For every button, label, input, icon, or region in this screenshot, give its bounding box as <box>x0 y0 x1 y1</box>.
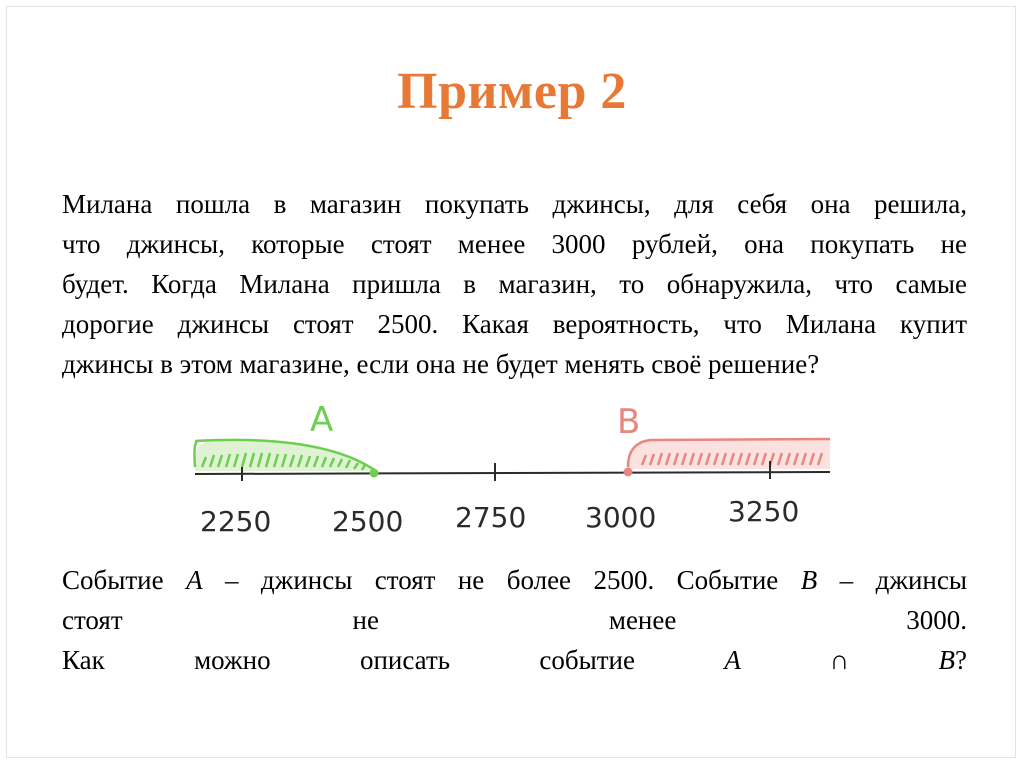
point-3000 <box>624 468 633 477</box>
tick-label: 2750 <box>455 501 527 534</box>
tick-label: 2500 <box>332 505 404 538</box>
problem-line: дорогие джинсы стоят 2500. Какая вероятность, что Милана купит <box>62 309 967 339</box>
page-title: Пример 2 <box>397 63 627 120</box>
event-a-region <box>194 440 376 471</box>
axis-line <box>195 472 830 474</box>
intersection-expression: A ∩ B <box>724 645 956 675</box>
number-line-figure <box>180 395 845 555</box>
tick-label: 3250 <box>728 495 800 528</box>
event-a-label: A <box>310 400 334 440</box>
event-description <box>62 560 967 680</box>
event-line-3: Как можно описать событие A ∩ B? <box>62 645 968 675</box>
problem-line: что джинсы, которые стоят менее 3000 рублей, она покупать не <box>62 229 967 259</box>
event-a-symbol: A <box>186 565 203 595</box>
problem-line: Милана пошла в магазин покупать джинсы, для себя она решила, <box>62 189 967 219</box>
tick-label: 2250 <box>200 505 272 538</box>
event-b-symbol: B <box>800 565 818 595</box>
problem-line: будет. Когда Милана пришла в магазин, то обнаружила, что самые <box>62 269 967 299</box>
point-2500 <box>370 469 379 478</box>
tick-label: 3000 <box>585 501 657 534</box>
event-line-1: Событие A – джинсы стоят не более 2500. Событие B – джинсы <box>62 565 968 595</box>
problem-line: джинсы в этом магазине, если она не будет менять своё решение? <box>62 349 820 379</box>
problem-text <box>62 184 967 384</box>
event-line-2: стоят не менее 3000. <box>62 605 967 635</box>
event-b-region <box>628 439 830 469</box>
event-b-label: B <box>617 402 641 442</box>
